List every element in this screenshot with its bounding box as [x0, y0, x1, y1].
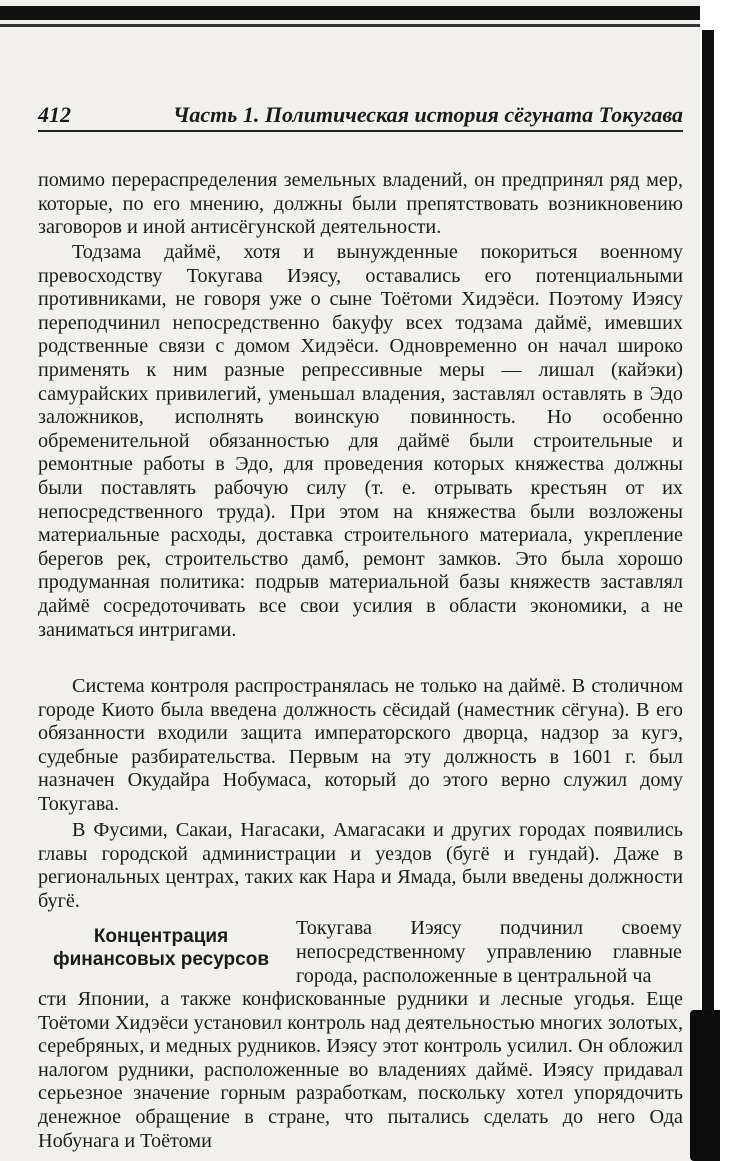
paragraph-text: В Фусими, Сакаи, Нагасаки, Амагасаки и других городах появились главы городской администрации и уездов (бугё и гундай). Даже в региональных центрах, таких как Нара и Ямада, были введены должности бугё. [38, 819, 683, 912]
paragraph-2 [38, 241, 683, 642]
scan-edge-top-line [0, 24, 700, 27]
page-number: 412 [38, 102, 71, 127]
section-heading: Концентрация финансовых ресурсов [52, 926, 269, 970]
scan-edge-top [0, 6, 718, 20]
running-title: Часть 1. Политическая история сёгуната Токугава [172, 102, 683, 127]
section-continuation [38, 988, 683, 1153]
scan-blot [690, 1010, 720, 1161]
running-header [38, 102, 683, 132]
paragraph-1 [38, 169, 683, 240]
paragraph-4 [38, 819, 683, 913]
paragraph-text: помимо перераспределения земельных владений, он предпринял ряд мер, которые, по его мнению, должны были препятствовать возникновению заговоров и иной антисёгунской деятельности. [38, 169, 683, 239]
section-intro: Токугава Иэясу подчинил своему непосредственному управлению главные города, расположенные в центральной ча [296, 917, 682, 987]
paragraph-text: Тодзама даймё, хотя и вынужденные покориться военному превосходству Токугава Иэясу, оставались его потенциальными противниками, не говоря уже о сыне Тоётоми Хидэёси. Поэтому Иэясу переподчинил непосредственно бакуфу всех тодзама даймё, имевших родственные связи с домом Хидэёси. Одновременно он начал широко применять к ним разные репрессивные меры — лишал (кайэки) самурайских привилегий, уменьшал владения, заставлял оставлять в Эдо заложников, исполнять воинскую повинность. Но особенно обременительной обязанностью для даймё были строительные и ремонтные работы в Эдо, для проведения которых княжества должны были поставлять рабочую силу (т. е. отрывать крестьян от их непосредственного труда). При этом на княжества были возложены материальные расходы, доставка строительного материала, укрепление берегов рек, строительство дамб, ремонт замков. Это была хорошо продуманная политика: подрыв материальной базы княжеств заставлял даймё сосредоточивать все свои усилия в области экономики, а не заниматься интригами. [38, 241, 683, 641]
scan-shadow-right [702, 30, 714, 1161]
paragraph-text: Система контроля распространялась не только на даймё. В столичном городе Киото была введена должность сёсидай (наместник сёгуна). В его обязанности входили защита императорского дворца, надзор за кугэ, судебные разбирательства. Первым на эту должность в 1601 г. был назначен Окудайра Нобумаса, который до этого верно служил дому Токугава. [38, 675, 683, 815]
paragraph-text: сти Японии, а также конфискованные рудники и лесные угодья. Еще Тоётоми Хидэёси установил контроль над деятельностью многих золотых, серебряных, и медных рудников. Иэясу этот контроль усилил. Он обложил налогом рудники, расположенные во владениях даймё. Иэясу придавал серьезное значение горным разработкам, поскольку хотел упорядочить денежное обращение в стране, что пытались сделать до него Ода Нобунага и Тоётоми [38, 988, 683, 1152]
paragraph-3 [38, 675, 683, 817]
